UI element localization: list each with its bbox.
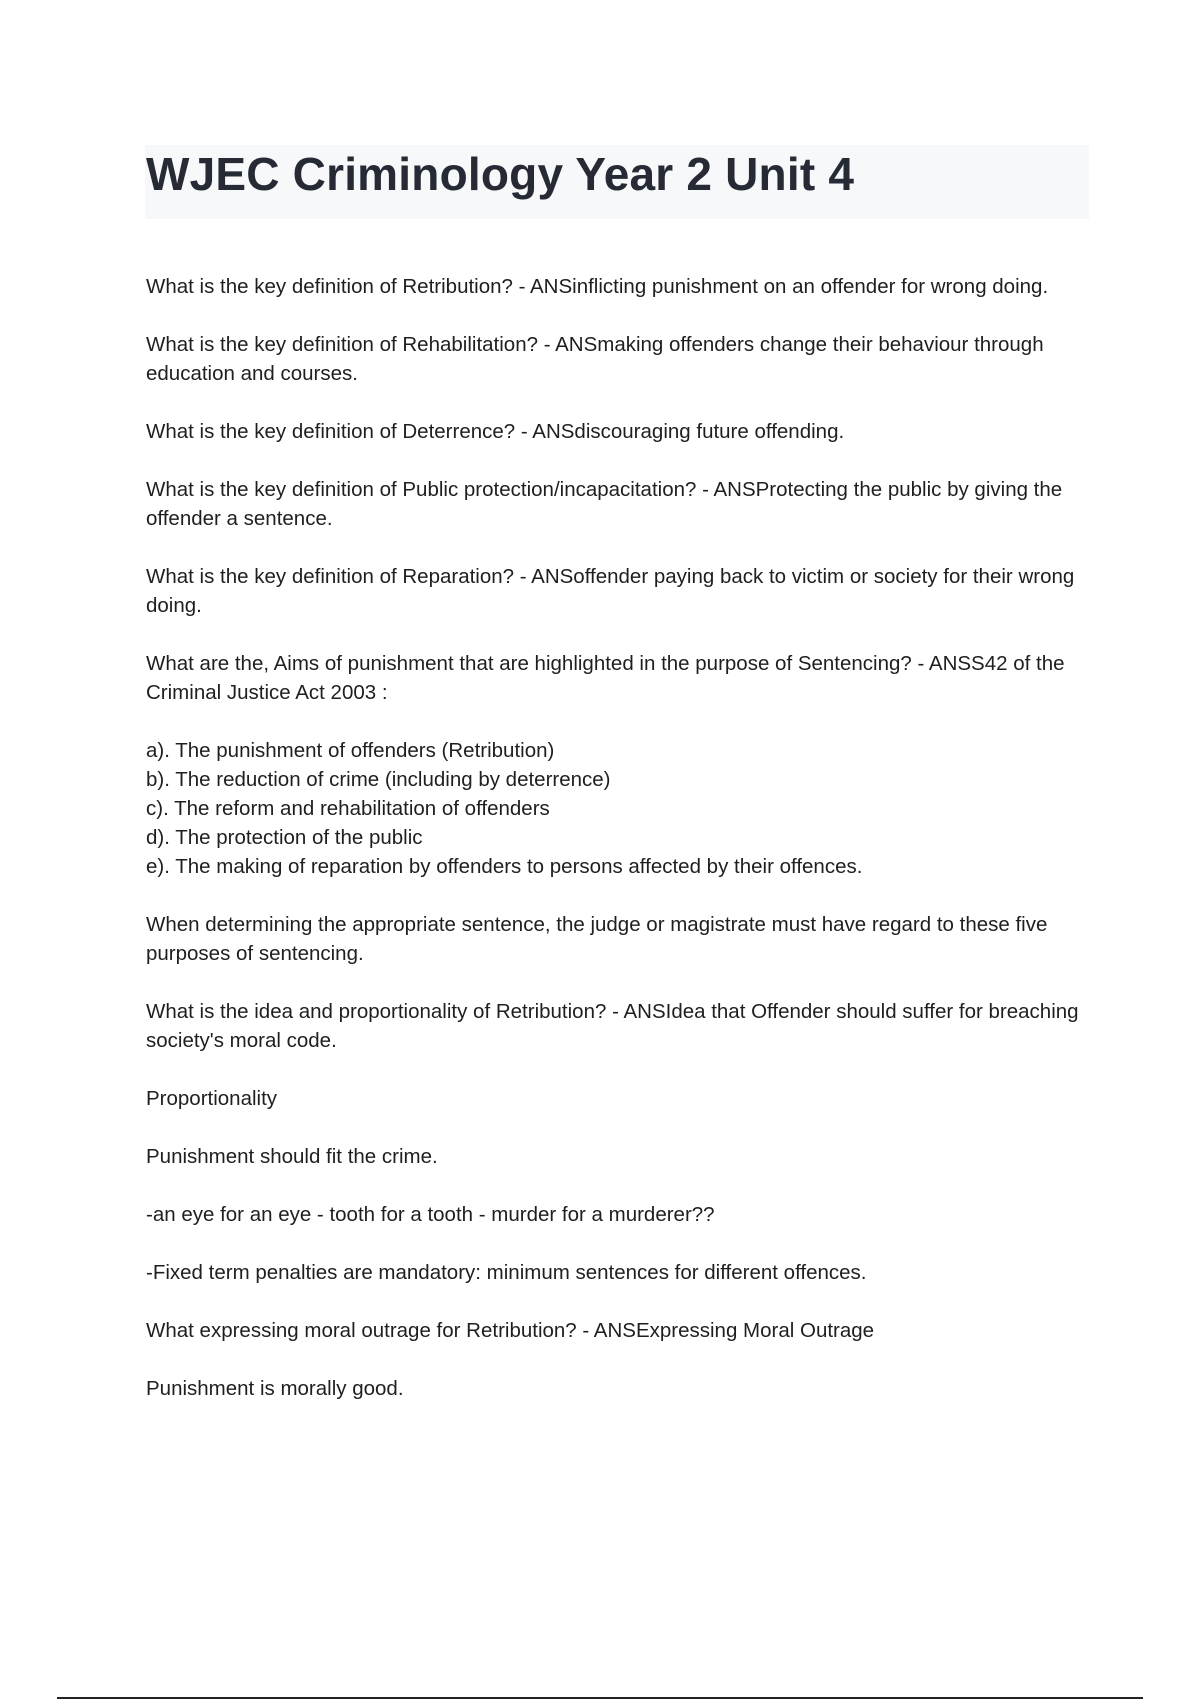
paragraph-judge-regard: When determining the appropriate sentence, the judge or magistrate must have regard to these five purposes of sentencing. bbox=[146, 913, 1048, 965]
paragraph-fit-the-crime: Punishment should fit the crime. bbox=[146, 1145, 438, 1168]
paragraph-morally-good: Punishment is morally good. bbox=[146, 1377, 404, 1400]
list-item: c). The reform and rehabilitation of offenders bbox=[146, 797, 550, 820]
list-item: e). The making of reparation by offenders to persons affected by their offences. bbox=[146, 855, 863, 878]
paragraph-retribution-definition: What is the key definition of Retribution? - ANSinflicting punishment on an offender for wrong doing. bbox=[146, 275, 1049, 298]
paragraph-fixed-term-penalties: -Fixed term penalties are mandatory: minimum sentences for different offences. bbox=[146, 1261, 867, 1284]
paragraph-aims-of-punishment: What are the, Aims of punishment that are highlighted in the purpose of Sentencing? - ANSS42 of the Criminal Justice Act 2003 : bbox=[146, 652, 1065, 704]
list-item: d). The protection of the public bbox=[146, 826, 423, 849]
paragraph-deterrence-definition: What is the key definition of Deterrence? - ANSdiscouraging future offending. bbox=[146, 420, 845, 443]
paragraph-retribution-idea: What is the idea and proportionality of Retribution? - ANSIdea that Offender should suffer for breaching society's moral code. bbox=[146, 1000, 1079, 1052]
paragraph-proportionality-heading: Proportionality bbox=[146, 1087, 278, 1110]
sentencing-purposes-list bbox=[146, 736, 1096, 881]
paragraph-reparation-definition: What is the key definition of Reparation? - ANSoffender paying back to victim or society for their wrong doing. bbox=[146, 565, 1075, 617]
paragraph-public-protection-definition: What is the key definition of Public protection/incapacitation? - ANSProtecting the public by giving the offender a sentence. bbox=[146, 478, 1063, 530]
paragraph-eye-for-eye: -an eye for an eye - tooth for a tooth - murder for a murderer?? bbox=[146, 1203, 715, 1226]
footer-divider bbox=[57, 1697, 1143, 1699]
page-title: WJEC Criminology Year 2 Unit 4 bbox=[146, 148, 855, 200]
document-body bbox=[146, 272, 1096, 1432]
paragraph-moral-outrage: What expressing moral outrage for Retribution? - ANSExpressing Moral Outrage bbox=[146, 1319, 875, 1342]
paragraph-rehabilitation-definition: What is the key definition of Rehabilitation? - ANSmaking offenders change their behaviour through education and courses. bbox=[146, 333, 1044, 385]
list-item: a). The punishment of offenders (Retribution) bbox=[146, 739, 555, 762]
list-item: b). The reduction of crime (including by deterrence) bbox=[146, 768, 611, 791]
